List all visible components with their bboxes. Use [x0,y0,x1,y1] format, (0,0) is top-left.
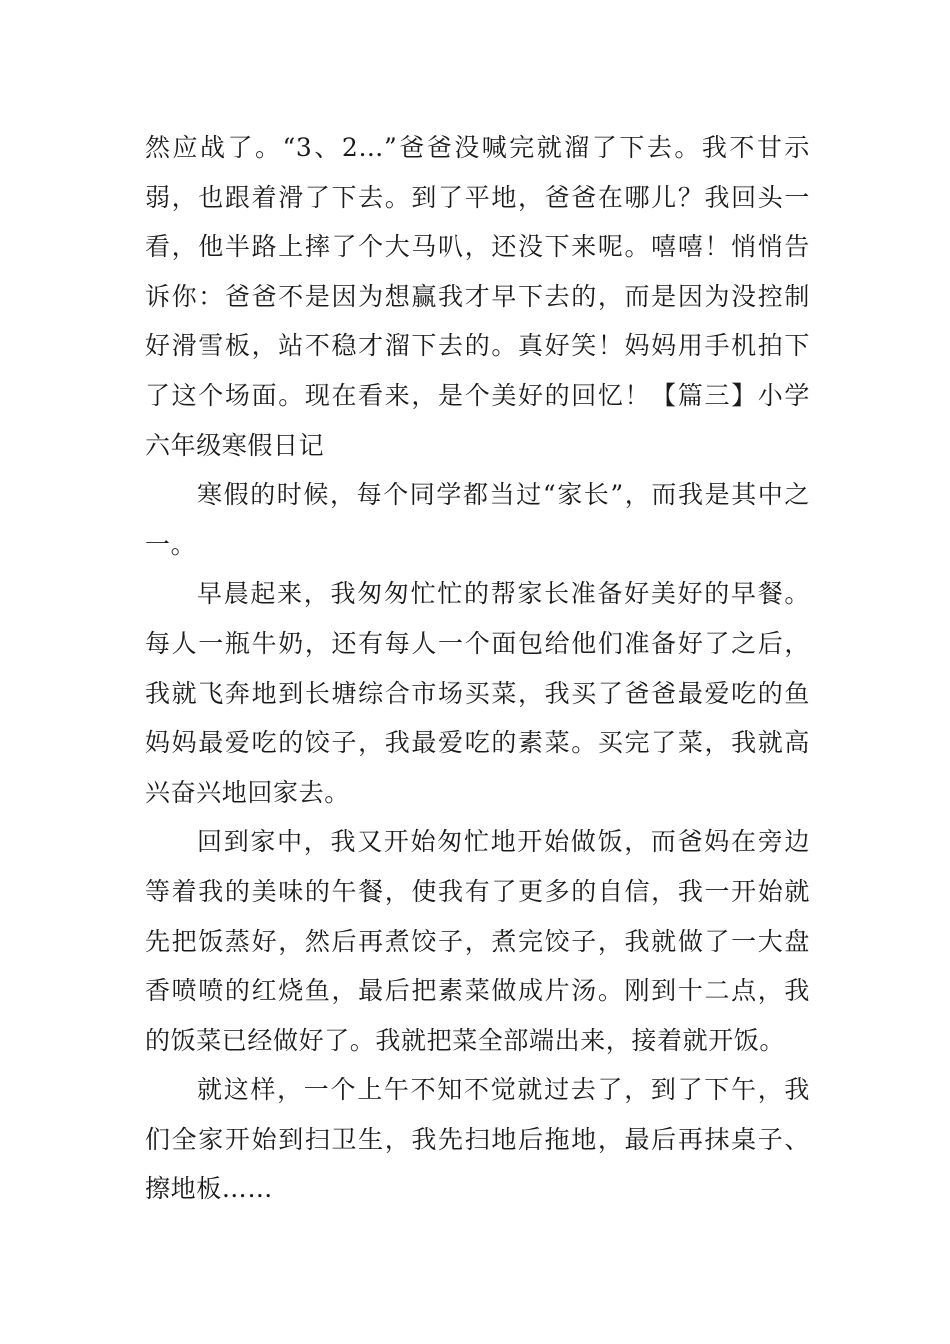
paragraph-3: 早晨起来，我匆匆忙忙的帮家长准备好美好的早餐。每人一瓶牛奶，还有每人一个面包给他们准备好了之后，我就飞奔地到长塘综合市场买菜，我买了爸爸最爱吃的鱼妈妈最爱吃的饺子，我最爱吃的素菜。买完了菜，我就高兴奋兴地回家去。 [145,579,810,807]
document-body [145,123,810,1214]
paragraph-4: 回到家中，我又开始匆忙地开始做饭，而爸妈在旁边等着我的美味的午餐，使我有了更多的自信，我一开始就先把饭蒸好，然后再煮饺子，煮完饺子，我就做了一大盘香喷喷的红烧鱼，最后把素菜做成片汤。刚到十二点，我的饭菜已经做好了。我就把菜全部端出来，接着就开饭。 [145,827,810,1055]
paragraph-2: 寒假的时候，每个同学都当过“家长”，而我是其中之一。 [145,480,810,559]
paragraph-5: 就这样，一个上午不知不觉就过去了，到了下午，我们全家开始到扫卫生，我先扫地后拖地，最后再抹桌子、擦地板…… [145,1075,810,1204]
paragraph-1: 然应战了。“3、2…”爸爸没喊完就溜了下去。我不甘示弱，也跟着滑了下去。到了平地，爸爸在哪儿？我回头一看，他半路上摔了个大马叭，还没下来呢。嘻嘻！悄悄告诉你：爸爸不是因为想赢我才早下去的，而是因为没控制好滑雪板，站不稳才溜下去的。真好笑！妈妈用手机拍下了这个场面。现在看来，是个美好的回忆！【篇三】小学六年级寒假日记 [145,133,810,460]
